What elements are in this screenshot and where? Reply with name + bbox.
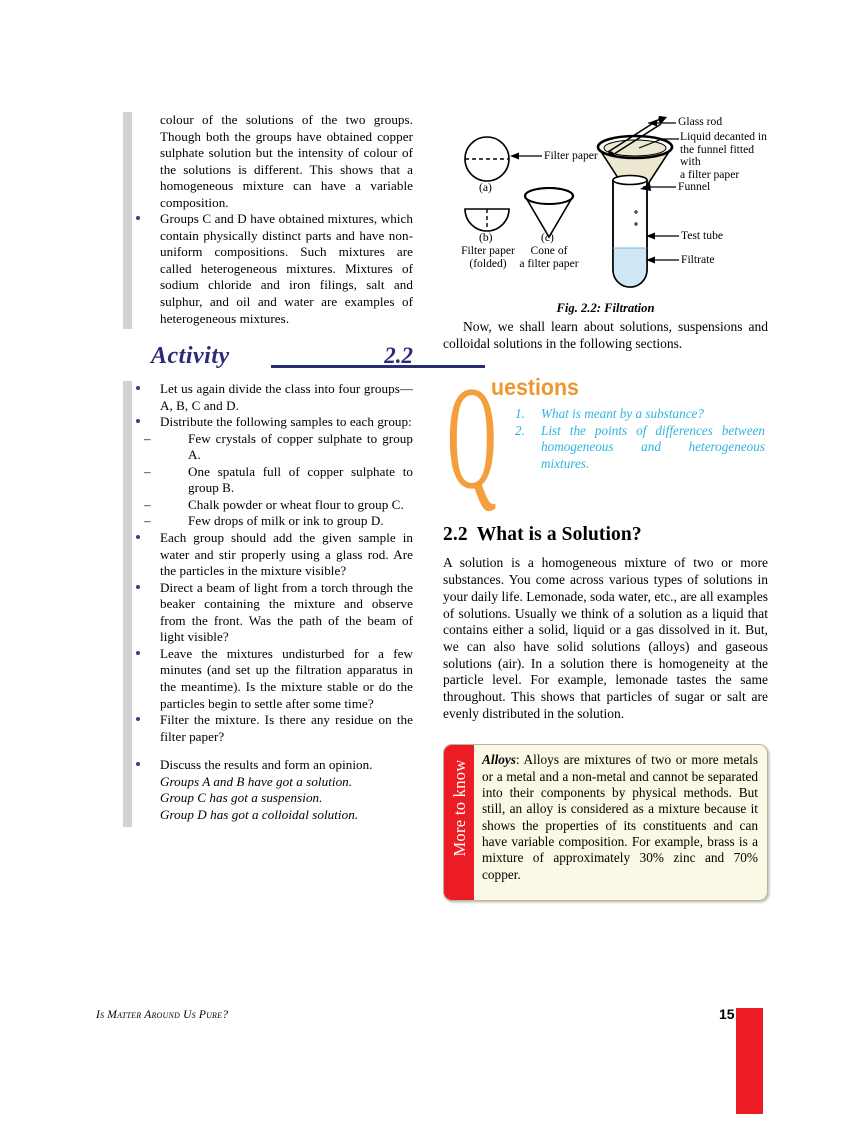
result-line	[160, 790, 413, 807]
label-line-3: a filter paper	[680, 167, 740, 181]
label-line-1: Cone of	[530, 244, 568, 257]
label-line-2: a filter paper	[519, 256, 579, 270]
page-number: 15	[719, 1006, 735, 1022]
left-column	[123, 112, 413, 827]
more-to-know-tab	[444, 745, 474, 900]
bullet-text: Leave the mixtures undisturbed for a few minutes (and set up the filtration apparatus in the meantime). Is the mixture stable or do the particles begin to settle after some time?	[160, 645, 413, 711]
list-item	[160, 530, 413, 580]
figure-filtration	[443, 112, 768, 297]
sub-list-item	[144, 463, 413, 497]
sidebar-accent-bar	[123, 381, 132, 827]
question-text: List the points of differences between homogeneous and heterogeneous mixtures.	[541, 422, 765, 471]
filter-paper-arrowhead-icon	[510, 153, 519, 160]
list-item	[160, 211, 413, 327]
label-funnel: Funnel	[678, 180, 711, 193]
question-text: What is meant by a substance?	[541, 406, 704, 422]
test-tube-rim-icon	[613, 176, 647, 185]
bullet-text: Each group should add the given sample in water and stir properly using a glass rod. Are the particles in the mixture visible?	[160, 530, 413, 579]
bullet-dot-icon	[136, 535, 140, 539]
questions-list	[515, 406, 765, 472]
right-column	[443, 112, 768, 901]
bullet-text: Direct a beam of light from a torch through the beaker containing the mixture and observe from the front. Was the path of the beam of light visible?	[160, 579, 413, 645]
questions-block	[443, 355, 768, 521]
bullet-dot-icon	[136, 651, 140, 655]
questions-q-glyph-icon: Q	[447, 355, 497, 521]
label-line-2: (folded)	[469, 256, 507, 270]
more-to-know-body: : Alloys are mixtures of two or more metals or a metal and a non-metal and cannot be separated into their components by physical methods. But still, an alloy is considered as a mixture because it shows the properties of its constituents and can have variable composition. For example, brass is a mixture of approximately 30% zinc and 70% copper.	[482, 752, 758, 882]
sub-bullet-text: Few drops of milk or ink to group D.	[188, 513, 384, 529]
label-a: (a)	[479, 181, 492, 194]
list-item	[160, 112, 413, 211]
label-glass-rod: Glass rod	[678, 115, 723, 128]
activity-heading	[123, 343, 413, 377]
bullet-text: Let us again divide the class into four groups— A, B, C and D.	[160, 381, 413, 413]
more-to-know-term: Alloys	[482, 752, 516, 768]
continued-bullets-block	[123, 112, 413, 329]
glass-rod-contact-point	[608, 151, 613, 156]
question-item	[515, 423, 765, 472]
bullet-text: Filter the mixture. Is there any residue on the filter paper?	[160, 712, 413, 744]
intro-paragraph: Now, we shall learn about solutions, suspensions and colloidal solutions in the following sections.	[443, 319, 768, 351]
sub-bullet-text: Chalk powder or wheat flour to group C.	[188, 496, 404, 512]
label-line-1: Liquid decanted in	[680, 130, 767, 143]
list-item	[160, 580, 413, 646]
section-number: 2.2	[443, 524, 468, 546]
result-text: Groups A and B have got a solution.	[160, 773, 353, 789]
label-line-2: the funnel fitted with	[680, 142, 755, 168]
result-text: Group C has got a suspension.	[160, 790, 323, 806]
bullet-text: Groups C and D have obtained mixtures, which contain physically distinct parts and have non-uniform compositions. Such mixtures are called heterogeneous mixtures. Mixtures of sodium chloride and iron filings, salt and sulphur, and oil and water are examples of heterogeneous mixtures.	[160, 211, 413, 326]
list-item	[160, 712, 413, 745]
bullet-text: Discuss the results and form an opinion.	[160, 757, 373, 773]
label-cone-of-filter-paper	[509, 245, 589, 270]
bullet-dot-icon	[136, 762, 140, 766]
sub-list-item	[144, 430, 413, 464]
section-title: What is a Solution?	[476, 524, 642, 546]
more-to-know-tab-label: More to know	[450, 759, 469, 857]
spacer-line	[160, 745, 413, 757]
list-item	[160, 757, 413, 774]
footer-text: Is Matter Around Us Pure?	[96, 1009, 229, 1021]
label-c: (c)	[541, 231, 554, 244]
sidebar-accent-bar	[123, 112, 132, 329]
dash-bullet-icon: –	[144, 463, 151, 479]
bullet-dot-icon	[136, 717, 140, 721]
sub-bullet-text: One spatula full of copper sulphate to group B.	[188, 463, 413, 496]
dash-bullet-icon: –	[144, 430, 151, 446]
label-filter-paper: Filter paper	[544, 149, 598, 162]
result-line	[160, 774, 413, 791]
activity-title: Activity	[151, 343, 230, 370]
bullet-dot-icon	[136, 419, 140, 423]
questions-heading: uestions	[491, 374, 579, 401]
activity-steps-block	[123, 381, 413, 827]
sub-bullet-text: Few crystals of copper sulphate to group A.	[188, 430, 413, 463]
page-edge-marker	[736, 1008, 763, 1114]
label-test-tube: Test tube	[681, 229, 724, 242]
question-number: 1.	[515, 406, 525, 422]
question-item	[515, 406, 765, 422]
footer-running-title	[96, 1009, 228, 1021]
section-heading	[443, 524, 768, 546]
dash-bullet-icon: –	[144, 496, 151, 512]
label-filtrate: Filtrate	[681, 253, 715, 266]
list-item	[160, 381, 413, 414]
sub-list-item	[144, 513, 413, 530]
list-item	[160, 414, 413, 431]
bullet-dot-icon	[136, 585, 140, 589]
more-to-know-box	[443, 744, 768, 901]
question-number: 2.	[515, 422, 525, 438]
label-liquid-decanted	[680, 131, 768, 181]
activity-number: 2.2	[384, 343, 413, 369]
result-line	[160, 807, 413, 824]
label-b: (b)	[479, 231, 493, 244]
figure-caption: Fig. 2.2: Filtration	[556, 301, 655, 315]
section-paragraph: A solution is a homogeneous mixture of two or more substances. You come across various types of solutions in your daily life. Lemonade, soda water, etc., are all examples of solutions. Usually we think of a solution as a liquid that contains either a solid, liquid or a gas dissolved in it. But, we can also have solid solutions (alloys) and gaseous solutions (air). In a solution there is homogeneity at the particle level. For example, lemonade tastes the same throughout. This shows that particles of sugar or salt are evenly distributed in the solution.	[443, 555, 768, 721]
label-line-1: Filter paper	[461, 244, 515, 257]
dash-bullet-icon: –	[144, 513, 151, 529]
more-to-know-text	[482, 752, 758, 882]
list-item	[160, 646, 413, 712]
bullet-text: colour of the solutions of the two groups. Though both the groups have obtained copper sulphate solution but the intensity of colour of the solutions is different. This shows that a homogeneous mixture can have a variable composition.	[160, 112, 413, 210]
bullet-text: Distribute the following samples to each group:	[160, 414, 412, 430]
result-text: Group D has got a colloidal solution.	[160, 806, 359, 822]
bullet-dot-icon	[136, 386, 140, 390]
bullet-dot-icon	[136, 216, 140, 220]
sub-list-item	[144, 496, 413, 514]
